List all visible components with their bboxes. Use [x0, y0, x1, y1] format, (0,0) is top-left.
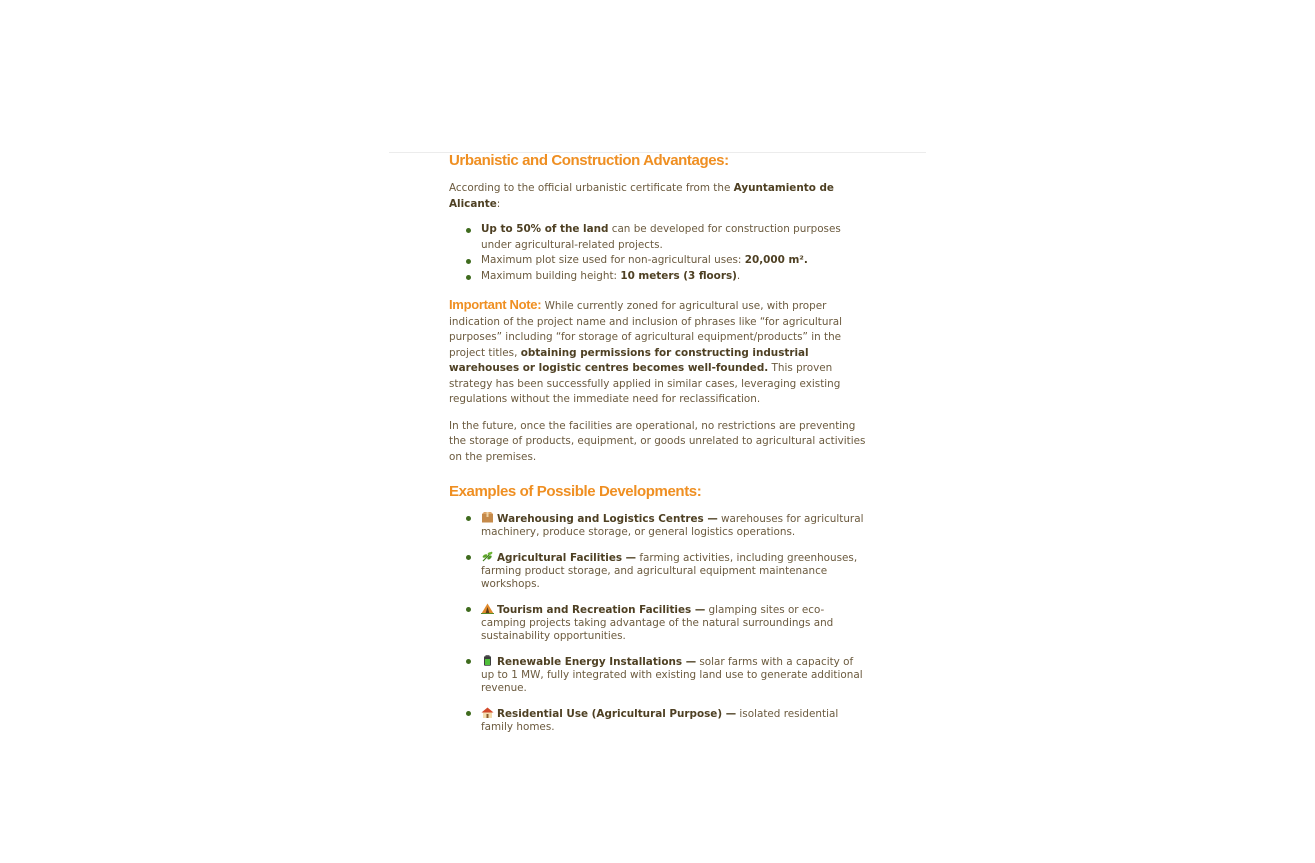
list-item — [449, 269, 867, 285]
list-item-bold: Agricultural Facilities — — [497, 552, 637, 564]
list-item — [449, 512, 867, 539]
intro-colon: : — [496, 197, 501, 210]
note-label: Important Note: — [449, 297, 542, 312]
list-item-text: solar farms with a capacity of up to 1 MW, fully integrated with existing land use to generate additional revenue. — [481, 656, 863, 694]
intro-authority: Ayuntamiento de Alicante — [449, 182, 834, 210]
bullet-icon — [466, 259, 471, 264]
list-item — [449, 603, 867, 643]
list-item-text: Maximum plot size used for non-agricultural uses: — [481, 254, 745, 266]
list-item-text: can be developed for construction purposes under agricultural-related projects. — [481, 223, 841, 251]
bullet-icon — [466, 228, 471, 233]
intro-text: According to the official urbanistic certificate from the — [449, 182, 734, 194]
list-item-bold: Tourism and Recreation Facilities — — [497, 604, 706, 616]
bullet-icon — [466, 607, 471, 612]
list-item — [449, 253, 867, 269]
list-item-bold: Warehousing and Logistics Centres — — [497, 513, 718, 525]
advantages-list — [449, 222, 867, 284]
future-paragraph: In the future, once the facilities are operational, no restrictions are preventing the storage of products, equipment, or goods unrelated to agricultural activities on the premises. — [449, 419, 866, 463]
package-icon — [481, 512, 494, 523]
note-bold: obtaining permissions for constructing industrial warehouses or logistic centres becomes well-founded. — [449, 346, 809, 374]
bullet-icon — [466, 711, 471, 716]
article-content — [449, 150, 867, 746]
battery-icon — [481, 655, 494, 666]
advantages-intro — [449, 181, 867, 212]
list-item-bold: 10 meters (3 floors) — [620, 269, 737, 282]
list-item-bold: Residential Use (Agricultural Purpose) — — [497, 708, 737, 720]
list-item-suffix: . — [736, 269, 741, 282]
bullet-icon — [466, 275, 471, 280]
note-text: While currently zoned for agricultural use, with proper indication of the project name and inclusion of phrases like “for agricultural purposes” including “for storage of agricultural equipment/products” in the project titles, — [449, 300, 842, 359]
list-item — [449, 222, 867, 253]
list-item-text: isolated residential family homes. — [481, 708, 839, 733]
bullet-icon — [466, 516, 471, 521]
house-icon — [481, 707, 494, 718]
bullet-icon — [466, 659, 471, 664]
list-item-bold: Renewable Energy Installations — — [497, 656, 697, 668]
camping-icon — [481, 603, 494, 614]
important-note — [449, 297, 867, 408]
list-item-text: warehouses for agricultural machinery, produce storage, or general logistics operations. — [481, 513, 864, 538]
list-item-bold: Up to 50% of the land — [481, 223, 609, 235]
herb-icon — [481, 551, 494, 562]
list-item — [449, 551, 867, 591]
bullet-icon — [466, 555, 471, 560]
examples-list — [449, 512, 867, 734]
list-item-text: farming activities, including greenhouses, farming product storage, and agricultural equipment maintenance workshops. — [481, 552, 858, 590]
list-item-text: glamping sites or eco-camping projects taking advantage of the natural surroundings and sustainability opportunities. — [481, 604, 834, 642]
advantages-heading: Urbanistic and Construction Advantages: — [449, 152, 729, 169]
list-item — [449, 655, 867, 695]
list-item — [449, 707, 867, 734]
examples-heading: Examples of Possible Developments: — [449, 483, 702, 500]
list-item-bold: 20,000 m². — [744, 254, 808, 266]
list-item-text: Maximum building height: — [481, 269, 621, 282]
note-text-continued: This proven strategy has been successfully applied in similar cases, leveraging existing regulations without the immediate need for reclassification. — [449, 362, 841, 405]
